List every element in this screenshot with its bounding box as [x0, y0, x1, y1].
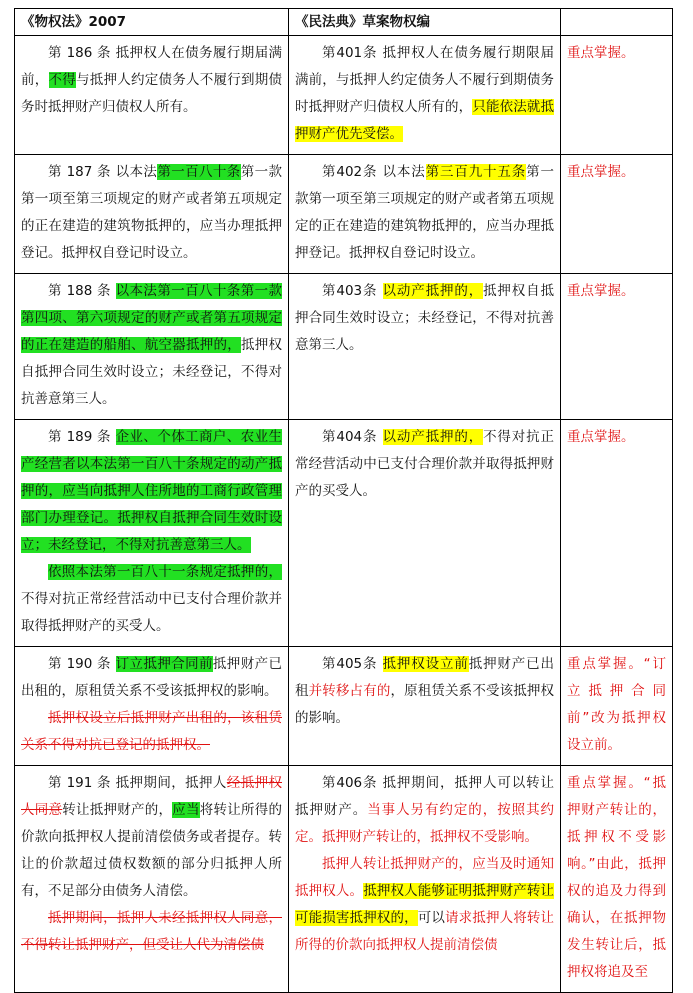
table-row — [15, 647, 673, 766]
table-row — [15, 766, 673, 993]
text-span: 第 190 条 — [48, 656, 116, 672]
text-span: 第406条 抵押期间，抵押人可以转让抵押财产。 — [295, 775, 554, 818]
text-span: 第403条 — [322, 283, 383, 299]
red-text: 抵押人转让抵押财产的，应当及时通知抵押权人。 — [295, 856, 554, 899]
comparison-table — [14, 8, 673, 993]
header-property-law: 《物权法》2007 — [15, 9, 289, 36]
article-paragraph — [21, 770, 282, 905]
note-text: 重点掌握。 — [567, 45, 635, 61]
article-paragraph — [21, 651, 282, 705]
deleted-text: 经抵押权人同意 — [21, 775, 282, 818]
note-cell — [561, 420, 673, 647]
text-span: 第 189 条 — [48, 429, 116, 445]
note-cell — [561, 36, 673, 155]
property-law-cell — [15, 420, 289, 647]
civil-code-cell — [289, 36, 561, 155]
green-highlight: 依照本法第一百八十一条规定抵押的， — [48, 564, 282, 580]
article-paragraph — [295, 278, 554, 359]
property-law-cell — [15, 155, 289, 274]
yellow-highlight: 只能依法就抵押财产优先受偿。 — [295, 99, 555, 142]
text-span: 抵押财产已出租的，原租赁关系不受该抵押权的影响。 — [21, 656, 282, 699]
green-highlight: 应当 — [172, 802, 200, 818]
yellow-highlight: 抵押权人能够证明抵押财产转让可能损害抵押权的， — [295, 883, 555, 926]
article-paragraph — [21, 40, 282, 121]
text-span: 抵押权自抵押合同生效时设立；未经登记，不得对抗善意第三人。 — [21, 337, 282, 407]
text-span: ，原租赁关系不受该抵押权的影响。 — [295, 683, 555, 726]
note-text: 重点掌握。“订立抵押合同前”改为抵押权设立前。 — [567, 656, 666, 753]
text-span: 第一款第一项至第三项规定的财产或者第五项规定的正在建造的建筑物抵押的，应当办理抵押登记。抵押权自登记时设立。 — [295, 164, 555, 261]
article-paragraph — [21, 278, 282, 413]
table-row — [15, 155, 673, 274]
article-paragraph — [295, 40, 554, 148]
yellow-highlight: 以动产抵押的， — [382, 429, 484, 445]
text-span: 不得对抗正常经营活动中已支付合理价款并取得抵押财产的买受人。 — [295, 429, 555, 499]
property-law-cell — [15, 36, 289, 155]
text-span: 第一款第一项至第三项规定的财产或者第五项规定的正在建造的建筑物抵押的，应当办理抵押登记。抵押权自登记时设立。 — [21, 164, 283, 261]
article-paragraph — [21, 559, 282, 640]
note-cell — [561, 274, 673, 420]
property-law-cell — [15, 766, 289, 993]
civil-code-cell — [289, 766, 561, 993]
green-highlight: 订立抵押合同前 — [115, 656, 213, 672]
article-paragraph — [21, 905, 282, 959]
text-span: 抵押财产已出租 — [295, 656, 555, 699]
note-text: 重点掌握。“抵押财产转让的，抵押权不受影响。”由此，抵押权的追及力得到确认，在抵押物发生转让后，抵押权将追及至 — [567, 775, 666, 980]
text-span: 第401条 抵押权人在债务履行期限届满前，与抵押人约定债务人不履行到期债务时抵押财产归债权人所有的， — [295, 45, 554, 115]
property-law-cell — [15, 274, 289, 420]
text-span: 与抵押人约定债务人不履行到期债务时抵押财产归债权人所有。 — [21, 72, 282, 115]
deleted-text: 抵押权设立后抵押财产出租的，该租赁关系不得对抗已登记的抵押权。 — [21, 710, 282, 753]
table-body — [15, 36, 673, 993]
text-span: 不得对抗正常经营活动中已支付合理价款并取得抵押财产的买受人。 — [21, 591, 282, 634]
property-law-cell — [15, 647, 289, 766]
text-span: 第405条 — [322, 656, 383, 672]
civil-code-cell — [289, 420, 561, 647]
article-paragraph — [21, 705, 282, 759]
header-row — [15, 9, 673, 36]
article-paragraph — [295, 651, 554, 732]
article-paragraph — [295, 851, 554, 959]
header-civil-code: 《民法典》草案物权编 — [289, 9, 561, 36]
article-paragraph — [21, 159, 282, 267]
green-highlight: 第一百八十条 — [157, 164, 241, 180]
text-span: 第 186 条 抵押权人在债务履行期届满前， — [21, 45, 282, 88]
table-row — [15, 36, 673, 155]
red-text: 并转移占有的 — [308, 683, 391, 699]
text-span: 第 191 条 抵押期间，抵押人 — [48, 775, 227, 791]
article-paragraph — [21, 424, 282, 559]
note-cell — [561, 766, 673, 993]
civil-code-cell — [289, 155, 561, 274]
yellow-highlight: 抵押权设立前 — [382, 656, 469, 672]
green-highlight: 以本法第一百八十条第一款第四项、第六项规定的财产或者第五项规定的正在建造的船舶、航空器抵押的， — [21, 283, 282, 353]
green-highlight: 不得 — [48, 72, 76, 88]
yellow-highlight: 以动产抵押的， — [382, 283, 484, 299]
table-row — [15, 274, 673, 420]
green-highlight: 企业、个体工商户、农业生产经营者以本法第一百八十条规定的动产抵押的，应当向抵押人住所地的工商行政管理 部门办理登记。抵押权自抵押合同生效时设立；未经登记，不得对抗善意第三人。 — [21, 429, 282, 553]
text-span: 第 188 条 — [48, 283, 116, 299]
article-paragraph — [295, 770, 554, 851]
yellow-highlight: 第三百九十五条 — [425, 164, 527, 180]
text-span: 抵押权自抵押合同生效时设立；未经登记，不得对抗善意第三人。 — [295, 283, 555, 353]
text-span: 将转让所得的价款向抵押权人提前清偿债务或者提存。转让的价款超过债权数额的部分归抵押人所有，不足部分由债务人清偿。 — [21, 802, 282, 899]
note-text: 重点掌握。 — [567, 429, 635, 445]
note-text: 重点掌握。 — [567, 164, 635, 180]
text-span: 第 187 条 以本法 — [48, 164, 158, 180]
table-row — [15, 420, 673, 647]
red-text: 当事人另有约定的，按照其约定。抵押财产转让的，抵押权不受影响。 — [295, 802, 555, 845]
note-cell — [561, 155, 673, 274]
note-cell — [561, 647, 673, 766]
note-text: 重点掌握。 — [567, 283, 635, 299]
text-span: 第402条 以本法 — [322, 164, 426, 180]
text-span: 第404条 — [322, 429, 383, 445]
civil-code-cell — [289, 647, 561, 766]
header-notes — [561, 9, 673, 36]
deleted-text: 抵押期间，抵押人未经抵押权人同意，不得转让抵押财产，但受让人代为清偿债 — [21, 910, 282, 953]
text-span: 可以 — [417, 910, 446, 926]
red-text: 请求抵押人将转让所得的价款向抵押权人提前清偿债 — [295, 910, 555, 953]
text-span: 转让抵押财产的， — [62, 802, 173, 818]
article-paragraph — [295, 159, 554, 267]
article-paragraph — [295, 424, 554, 505]
civil-code-cell — [289, 274, 561, 420]
